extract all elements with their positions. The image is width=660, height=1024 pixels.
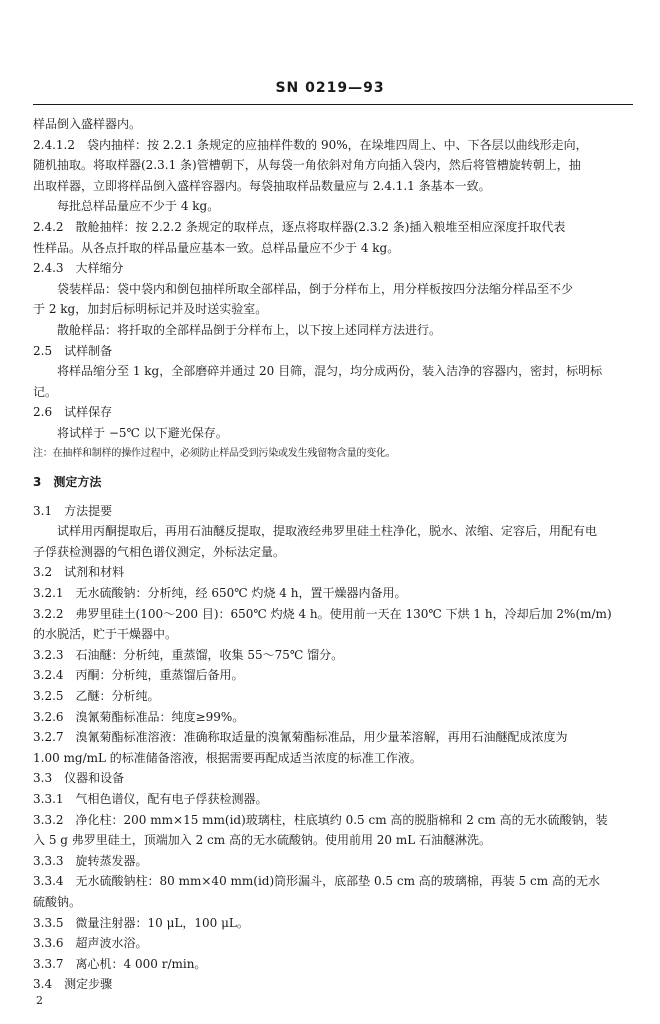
clause-3-4: 3.4 测定步骤 — [33, 977, 113, 992]
clause-3-2-6: 3.2.6 溴氰菊酯标准品：纯度≥99%。 — [33, 709, 245, 724]
paragraph-line: 出取样器，立即将样品倒入盛样容器内。每袋抽取样品数量应与 2.4.1.1 条基本一致。 — [33, 178, 491, 193]
clause-3-1: 3.1 方法提要 — [33, 503, 113, 518]
clause-3-3-1: 3.3.1 气相色谱仪，配有电子俘获检测器。 — [33, 792, 268, 806]
clause-3-2-1: 3.2.1 无水硫酸钠：分析纯，经 650℃ 灼烧 4 h，置干燥器内备用。 — [33, 586, 407, 601]
paragraph-line: 子俘获检测器的气相色谱仪测定，外标法定量。 — [33, 544, 286, 559]
clause-3-3-3: 3.3.3 旋转蒸发器。 — [33, 853, 148, 868]
clause-3-3-6: 3.3.6 超声波水浴。 — [33, 936, 148, 951]
clause-2-4-1-2: 2.4.1.2 袋内抽样：按 2.2.1 条规定的应抽样件数的 90%，在垛堆四周上、中、下各层以曲线形走向， — [33, 137, 588, 152]
document-body — [33, 114, 633, 995]
paragraph-line: 性样品。从各点扦取的样品量应基本一致。总样品量应不少于 4 kg。 — [33, 240, 400, 255]
clause-3-2-5: 3.2.5 乙醚：分析纯。 — [33, 689, 160, 704]
paragraph-line: 记。 — [33, 384, 58, 399]
clause-2-4-2: 2.4.2 散舱抽样：按 2.2.2 条规定的取样点，逐点将取样器(2.3.2 条)插入粮堆至相应深度扦取代表 — [33, 219, 566, 234]
note-line: 注：在抽样和制样的操作过程中，必须防止样品受到污染或发生残留物含量的变化。 — [33, 447, 396, 459]
clause-3-2-7: 3.2.7 溴氰菊酯标准溶液：准确称取适量的溴氰菊酯标准品，用少量苯溶解，再用石油醚配成浓度为 — [33, 730, 568, 745]
clause-3-2: 3.2 试剂和材料 — [33, 565, 125, 580]
paragraph-line: 样品倒入盛样器内。 — [33, 117, 142, 131]
paragraph-line: 散舱样品：将扦取的全部样品倒于分样布上，以下按上述同样方法进行。 — [57, 322, 442, 337]
section-3-title: 3 测定方法 — [33, 475, 102, 490]
paragraph-line: 的水脱活，贮于干燥器中。 — [33, 627, 178, 642]
clause-3-3-5: 3.3.5 微量注射器：10 μL，100 μL。 — [33, 915, 249, 930]
paragraph-line: 将样品缩分至 1 kg，全部磨碎并通过 20 目筛，混匀，均分成两份，装入洁净的容器内，密封，标明标 — [57, 364, 603, 379]
clause-3-2-3: 3.2.3 石油醚：分析纯，重蒸馏，收集 55～75℃ 馏分。 — [33, 647, 344, 662]
paragraph-line: 于 2 kg，加封后标明标记并及时送实验室。 — [33, 302, 268, 317]
clause-2-4-3: 2.4.3 大样缩分 — [33, 261, 124, 276]
clause-3-3: 3.3 仪器和设备 — [33, 771, 125, 786]
clause-3-3-2: 3.3.2 净化柱：200 mm×15 mm(id)玻璃柱，柱底填约 0.5 cm 高的脱脂棉和 2 cm 高的无水硫酸钠，装 — [33, 812, 608, 827]
paragraph-line: 试样用丙酮提取后，再用石油醚反提取，提取液经弗罗里硅土柱净化，脱水、浓缩、定容后，用配有电 — [57, 524, 598, 539]
clause-2-5: 2.5 试样制备 — [33, 343, 113, 358]
paragraph-line: 1.00 mg/mL 的标准储备溶液，根据需要再配成适当浓度的标准工作液。 — [33, 750, 422, 765]
clause-3-3-7: 3.3.7 离心机：4 000 r/min。 — [33, 956, 207, 971]
header-rule — [33, 104, 633, 105]
clause-3-2-4: 3.2.4 丙酮：分析纯，重蒸馏后备用。 — [33, 668, 244, 683]
paragraph-line: 随机抽取。将取样器(2.3.1 条)管槽朝下，从每袋一角依斜对角方向插入袋内，然后将管槽旋转朝上，抽 — [33, 158, 581, 173]
page-number: 2 — [36, 994, 43, 1007]
clause-3-2-2: 3.2.2 弗罗里硅土(100～200 目)：650℃ 灼烧 4 h。使用前一天在 130℃ 下烘 1 h，冷却后加 2%(m/m) — [33, 606, 612, 621]
clause-2-6: 2.6 试样保存 — [33, 405, 113, 420]
paragraph-line: 将试样于 −5℃ 以下避光保存。 — [57, 425, 228, 440]
paragraph-line: 入 5 g 弗罗里硅土，顶端加入 2 cm 高的无水硫酸钠。使用前用 20 mL 石油醚淋洗。 — [33, 833, 492, 848]
standard-number-header: SN 0219—93 — [275, 80, 385, 96]
paragraph-line: 每批总样品量应不少于 4 kg。 — [57, 199, 220, 214]
paragraph-line: 袋装样品：袋中袋内和倒包抽样所取全部样品，倒于分样布上，用分样板按四分法缩分样品至不少 — [57, 281, 574, 296]
paragraph-line: 硫酸钠。 — [33, 894, 82, 909]
clause-3-3-4: 3.3.4 无水硫酸钠柱：80 mm×40 mm(id)筒形漏斗，底部垫 0.5 cm 高的玻璃棉，再装 5 cm 高的无水 — [33, 874, 600, 889]
